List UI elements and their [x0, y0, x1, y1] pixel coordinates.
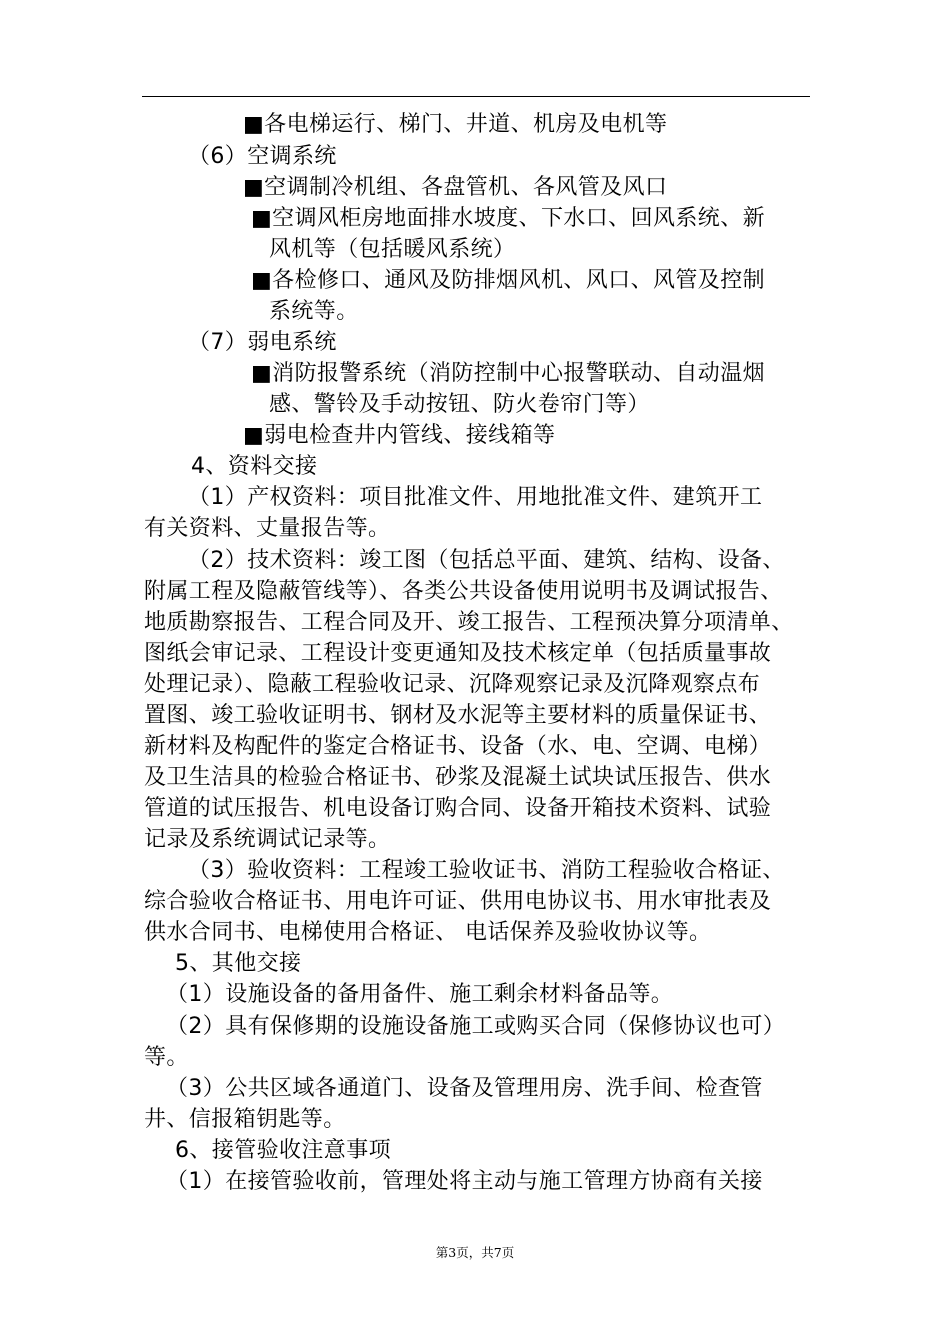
text-line: ■消防报警系统（消防控制中心报警联动、自动温烟 [251, 361, 765, 386]
text-line: 综合验收合格证书、用电许可证、供用电协议书、用水审批表及 [144, 889, 772, 914]
page-number-footer: 第3页，共7页 [435, 1245, 515, 1260]
text-line: 管道的试压报告、机电设备订购合同、设备开箱技术资料、试验 [144, 796, 772, 821]
text-line: （3）验收资料：工程竣工验收证书、消防工程验收合格证、 [188, 858, 785, 883]
text-line: 附属工程及隐蔽管线等）、各类公共设备使用说明书及调试报告、 [144, 579, 783, 604]
text-line: （1）产权资料：项目批准文件、用地批准文件、建筑开工 [188, 485, 763, 510]
text-line: 图纸会审记录、工程设计变更通知及技术核定单（包括质量事故 [144, 641, 772, 666]
text-line: （7）弱电系统 [188, 330, 337, 355]
text-line: （1）设施设备的备用备件、施工剩余材料备品等。 [166, 982, 674, 1007]
text-line: 系统等。 [269, 299, 359, 324]
text-line: 风机等（包括暖风系统） [269, 237, 516, 262]
text-line: （2）技术资料：竣工图（包括总平面、建筑、结构、设备、 [188, 548, 785, 573]
text-line: 地质勘察报告、工程合同及开、竣工报告、工程预决算分项清单、 [144, 610, 794, 635]
text-line: 4、资料交接 [191, 454, 318, 479]
text-line: ■弱电检查井内管线、接线箱等 [243, 423, 556, 448]
text-line: ■各检修口、通风及防排烟风机、风口、风管及控制 [251, 268, 765, 293]
text-line: 等。 [144, 1045, 189, 1070]
text-line: （6）空调系统 [188, 144, 337, 169]
text-line: 井、信报箱钥匙等。 [144, 1107, 346, 1132]
text-line: （2）具有保修期的设施设备施工或购买合同（保修协议也可） [166, 1014, 786, 1039]
text-line: 记录及系统调试记录等。 [144, 827, 391, 852]
text-line: ■各电梯运行、梯门、井道、机房及电机等 [243, 112, 668, 137]
text-line: 有关资料、丈量报告等。 [144, 516, 391, 541]
text-line: 5、其他交接 [175, 951, 302, 976]
text-line: ■空调制冷机组、各盘管机、各风管及风口 [243, 175, 668, 200]
header-rule [142, 96, 810, 97]
text-line: 6、接管验收注意事项 [175, 1138, 391, 1163]
text-line: 感、警铃及手动按钮、防火卷帘门等） [269, 392, 650, 417]
text-line: 置图、竣工验收证明书、钢材及水泥等主要材料的质量保证书、 [144, 703, 772, 728]
text-line: ■空调风柜房地面排水坡度、下水口、回风系统、新 [251, 206, 765, 231]
text-line: （1）在接管验收前，管理处将主动与施工管理方协商有关接 [166, 1169, 763, 1194]
text-line: 及卫生洁具的检验合格证书、砂浆及混凝土试块试压报告、供水 [144, 765, 772, 790]
text-line: 供水合同书、电梯使用合格证、 电话保养及验收协议等。 [144, 920, 712, 945]
text-line: （3）公共区域各通道门、设备及管理用房、洗手间、检查管 [166, 1076, 763, 1101]
text-line: 新材料及构配件的鉴定合格证书、设备（水、电、空调、电梯） [144, 734, 772, 759]
text-line: 处理记录）、隐蔽工程验收记录、沉降观察记录及沉降观察点布 [144, 672, 761, 697]
